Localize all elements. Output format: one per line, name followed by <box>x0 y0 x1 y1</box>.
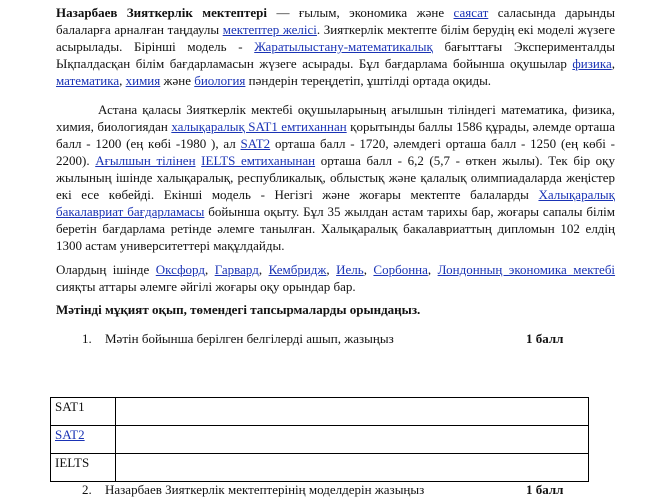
link-yale[interactable]: Иель <box>336 262 364 277</box>
text-span: , <box>258 262 269 277</box>
doc-title: Назарбаев Зияткерлік мектептері <box>56 5 268 20</box>
text-span: Олардың ішінде <box>56 262 156 277</box>
paragraph-results <box>56 101 615 254</box>
instruction-heading: Мәтінді мұқият оқып, төмендегі тапсырмаларды орындаңыз. <box>56 302 421 317</box>
link-ib-program[interactable]: Халықаралық бакалавриат бағдарламасы <box>56 187 615 219</box>
link-matematika[interactable]: математика <box>56 73 120 88</box>
table-row <box>51 398 589 426</box>
document-body <box>56 4 615 347</box>
link-harvard[interactable]: Гарвард <box>214 262 259 277</box>
text-span: , <box>119 73 126 88</box>
link-english[interactable]: Ағылшын тілінен <box>95 153 196 168</box>
task-1 <box>56 330 615 347</box>
task-score: 1 балл <box>526 331 564 346</box>
link-sayasat[interactable]: саясат <box>453 5 489 20</box>
text-span: саласында дарынды балаларға арналған таңдаулы <box>56 5 616 37</box>
paragraph-intro <box>56 4 615 89</box>
text-span: және <box>160 73 195 88</box>
answer-cell[interactable] <box>116 398 589 426</box>
text-span: , <box>611 56 615 71</box>
table-row <box>51 426 589 454</box>
task-text: Назарбаев Зияткерлік мектептерінің моделдерін жазыңыз <box>105 482 425 497</box>
text-span: , <box>326 262 337 277</box>
link-sat1[interactable]: халықаралық SAT1 емтиханнан <box>171 119 347 134</box>
task-2 <box>56 482 615 499</box>
row-label <box>51 426 116 454</box>
answer-cell[interactable] <box>116 454 589 482</box>
link-ielts[interactable]: IELTS емтиханынан <box>201 153 316 168</box>
link-jaratylystanu[interactable]: Жаратылыстану-математикалық <box>254 39 433 54</box>
paragraph-universities <box>56 261 615 295</box>
answer-cell[interactable] <box>116 426 589 454</box>
task-score: 1 балл <box>526 482 564 497</box>
task-text: Мәтін бойынша берілген белгілерді ашып, жазыңыз <box>105 331 394 346</box>
text-span: сияқты аттары әлемге әйгілі жоғары оқу орындар бар. <box>56 279 356 294</box>
link-lse[interactable]: Лондонның экономика мектебі <box>437 262 616 277</box>
text-span: , <box>363 262 374 277</box>
link-sorbonne[interactable]: Сорбонна <box>373 262 428 277</box>
row-label: SAT1 <box>51 398 116 426</box>
link-sat2[interactable]: SAT2 <box>240 136 271 151</box>
text-span: қорытынды баллы 1586 құрады, әлемде орташа балл - 1200 (ең көбі -1980 ), ал <box>56 119 616 151</box>
table-row <box>51 454 589 482</box>
text-span: , <box>427 262 438 277</box>
text-span: — ғылым, экономика және <box>267 5 454 20</box>
text-span: орташа балл - 6,2 (5,7 - өткен жылы). Тек бір оқу жылының ішінде халықаралық, республикалық, облыстық және қалалық олимпиадаларда жеңістер екі есе көбейді. Екінші модель - Негізгі және жоғары мектепте балаларды <box>56 153 616 202</box>
text-span: Астана қаласы Зияткерлік мектебі оқушыларының ағылшын тіліндегі математика, физика, химия, биологиядан <box>56 102 615 134</box>
text-span: пәндерін тереңдетіп, ұштілді ортада оқиды. <box>245 73 492 88</box>
link-fizika[interactable]: физика <box>572 56 612 71</box>
row-label: IELTS <box>51 454 116 482</box>
answer-table <box>50 397 589 482</box>
task-number: 1. <box>82 331 92 346</box>
link-oxford[interactable]: Оксфорд <box>155 262 205 277</box>
text-span: орташа балл - 1720, әлемдегі орташа балл - 1250 (ең көбі - 2200). <box>56 136 615 168</box>
task-number: 2. <box>82 482 92 497</box>
link-biologiya[interactable]: биология <box>194 73 246 88</box>
text-span: бағыттағы Эксперименталды Ықпалдасқан білім бағдарламасын жүзеге асырады. Бұл бағдарлама бойынша оқушылар <box>56 39 615 71</box>
text-span: . Зияткерлік мектепте білім берудің екі моделі жүзеге асырылады. Бірінші модель - <box>56 22 616 54</box>
link-cambridge[interactable]: Кембридж <box>268 262 327 277</box>
text-span: бойынша оқыту. Бұл 35 жылдан астам тарихы бар, жоғары сапалы білім беретін бағдарлама ретінде әлемге танылған. Халықаралық бакалавриаттың дипломын 102 елдің 1300 астам университеттері мақұлдайды. <box>56 204 615 253</box>
link-mektepter[interactable]: мектептер желісі <box>222 22 317 37</box>
link-sat2-table[interactable]: SAT2 <box>55 427 85 442</box>
link-khimiya[interactable]: химия <box>125 73 161 88</box>
text-span: , <box>204 262 215 277</box>
